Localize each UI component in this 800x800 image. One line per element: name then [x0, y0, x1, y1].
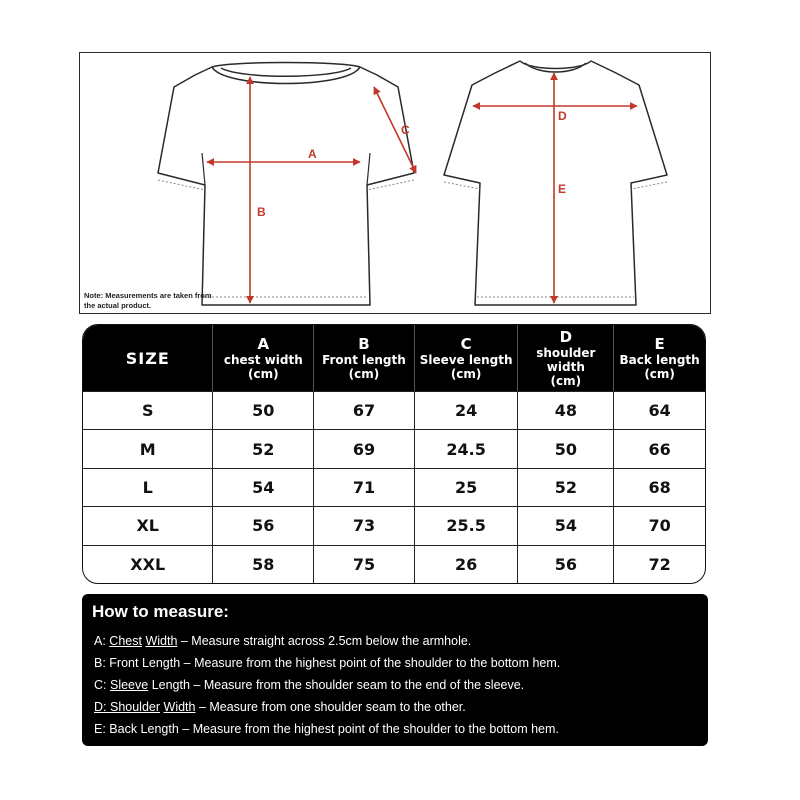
value-cell: 50: [213, 391, 314, 429]
table-row: [83, 391, 705, 429]
column-header-b: B Front length (cm): [314, 325, 415, 391]
size-cell: L: [83, 468, 213, 506]
table-header-row: [83, 325, 705, 391]
how-to-measure-letter: B:: [94, 656, 110, 670]
size-cell: XL: [83, 506, 213, 544]
how-to-measure-title: How to measure:: [92, 602, 229, 621]
value-cell: 25.5: [415, 506, 519, 544]
size-cell: S: [83, 391, 213, 429]
table-row: [83, 468, 705, 506]
how-to-measure-list: [94, 630, 696, 740]
value-cell: 64: [614, 391, 705, 429]
value-cell: 70: [614, 506, 705, 544]
column-header-c: C Sleeve length (cm): [415, 325, 519, 391]
how-to-measure-item: [94, 652, 696, 674]
how-to-measure-term: Length: [148, 678, 190, 692]
value-cell: 25: [415, 468, 519, 506]
how-to-measure-letter: C:: [94, 678, 110, 692]
how-to-measure-description: – Measure from the highest point of the shoulder to the bottom hem.: [180, 656, 561, 670]
measure-line-c: [374, 87, 416, 173]
how-to-measure-term: Width: [145, 634, 178, 648]
value-cell: 73: [314, 506, 415, 544]
table-row: [83, 506, 705, 544]
column-header-d: D shoulder width (cm): [518, 325, 614, 391]
measurement-note: Note: Measurements are taken from the actual product.: [84, 291, 212, 310]
label-b: B: [257, 205, 266, 219]
how-to-measure-description: – Measure from the shoulder seam to the end of the sleeve.: [189, 678, 525, 692]
value-cell: 56: [518, 545, 614, 583]
back-tshirt-outline: [444, 61, 667, 305]
how-to-measure-item: [94, 696, 696, 718]
table-row: [83, 545, 705, 583]
value-cell: 54: [518, 506, 614, 544]
value-cell: 58: [213, 545, 314, 583]
value-cell: 48: [518, 391, 614, 429]
how-to-measure-term: Back Length: [109, 722, 179, 736]
value-cell: 52: [213, 429, 314, 467]
label-a: A: [308, 147, 317, 161]
label-c: C: [401, 123, 410, 137]
value-cell: 71: [314, 468, 415, 506]
label-e: E: [558, 182, 567, 196]
value-cell: 26: [415, 545, 519, 583]
how-to-measure-description: – Measure straight across 2.5cm below the armhole.: [177, 634, 472, 648]
how-to-measure-term: Front Length: [109, 656, 181, 670]
how-to-measure-term: Chest: [109, 634, 142, 648]
how-to-measure-item: [94, 674, 696, 696]
value-cell: 52: [518, 468, 614, 506]
value-cell: 67: [314, 391, 415, 429]
column-header-a: A chest width (cm): [213, 325, 314, 391]
value-cell: 24.5: [415, 429, 519, 467]
how-to-measure-term: Sleeve: [109, 678, 149, 692]
size-column-header: SIZE: [83, 325, 213, 391]
size-cell: M: [83, 429, 213, 467]
how-to-measure-letter: D:: [94, 700, 110, 714]
tshirt-illustration: [80, 53, 712, 315]
front-tshirt-outline: [158, 63, 414, 306]
how-to-measure-item: [94, 718, 696, 740]
value-cell: 54: [213, 468, 314, 506]
value-cell: 75: [314, 545, 415, 583]
table-row: [83, 429, 705, 467]
how-to-measure-item: [94, 630, 696, 652]
how-to-measure-term: Shoulder: [109, 700, 161, 714]
how-to-measure-letter: A:: [94, 634, 110, 648]
front-hem-stitches: [158, 180, 414, 297]
how-to-measure-term: Width: [163, 700, 196, 714]
value-cell: 24: [415, 391, 519, 429]
size-cell: XXL: [83, 545, 213, 583]
how-to-measure-letter: E:: [94, 722, 110, 736]
how-to-measure-description: – Measure from the highest point of the shoulder to the bottom hem.: [178, 722, 559, 736]
value-cell: 66: [614, 429, 705, 467]
value-cell: 68: [614, 468, 705, 506]
how-to-measure-panel: [82, 594, 708, 746]
value-cell: 72: [614, 545, 705, 583]
measurement-diagram: [79, 52, 711, 314]
column-header-e: E Back length (cm): [614, 325, 705, 391]
how-to-measure-description: – Measure from one shoulder seam to the other.: [195, 700, 466, 714]
value-cell: 50: [518, 429, 614, 467]
value-cell: 69: [314, 429, 415, 467]
size-chart-table: [82, 324, 706, 584]
label-d: D: [558, 109, 567, 123]
value-cell: 56: [213, 506, 314, 544]
